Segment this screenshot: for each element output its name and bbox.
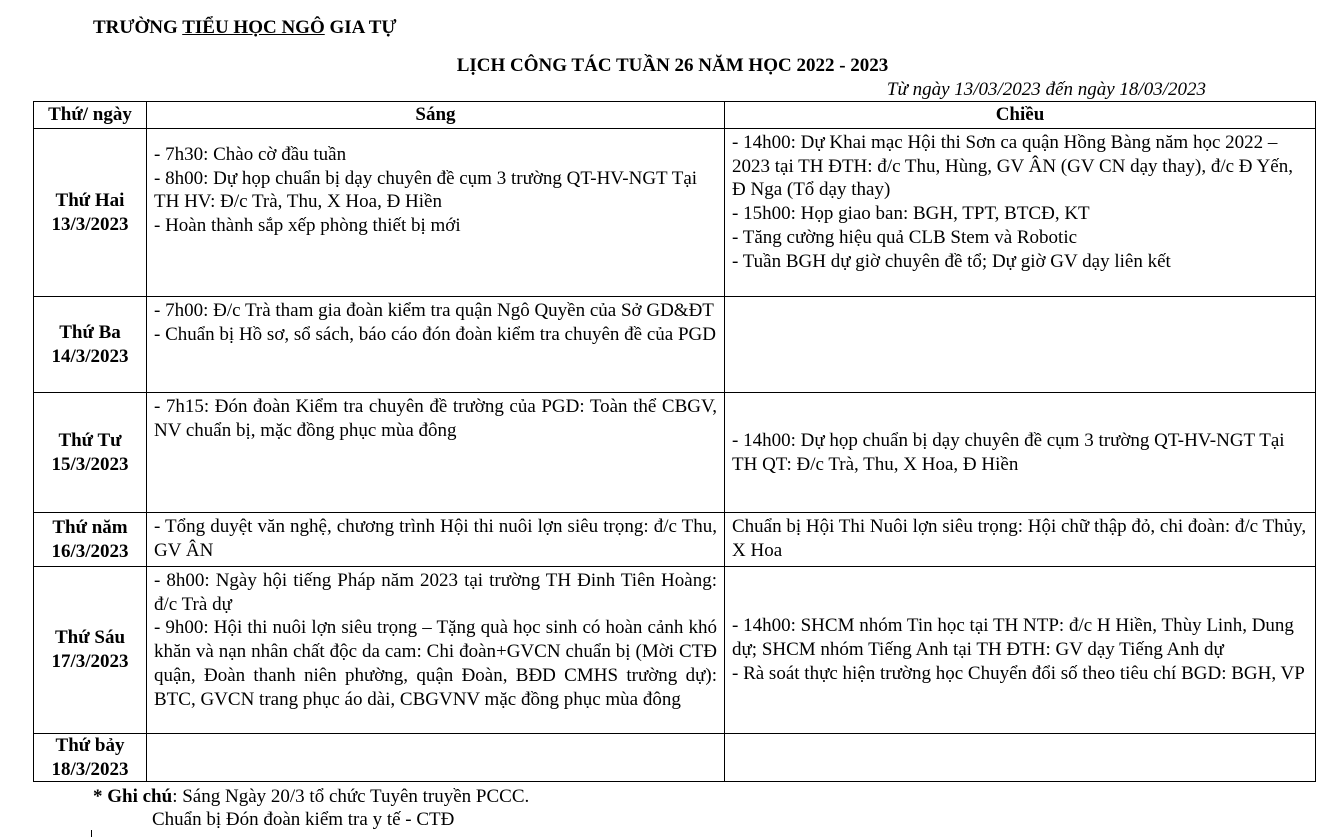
morning-item: - 9h00: Hội thi nuôi lợn siêu trọng – Tặng quà học sinh có hoàn cảnh khó khăn và nạn nhân chất độc da cam: Chi đoàn+GVCN chuẩn bị (Mời CTĐ quận, Đoàn thanh niên phường, quận Đoàn, BĐD CMHS trường dự): BTC, GVCN trang phục áo dài, CBGVNV mặc đồng phục mùa đông xyxy=(154,617,717,710)
day-date: 15/3/2023 xyxy=(51,453,129,475)
afternoon-cell xyxy=(725,734,1316,782)
morning-item: - 7h15: Đón đoàn Kiểm tra chuyên đề trường của PGD: Toàn thể CBGV, NV chuẩn bị, mặc đồng phục mùa đông xyxy=(154,396,717,441)
afternoon-item: - 14h00: Dự Khai mạc Hội thi Sơn ca quận Hồng Bàng năm học 2022 – 2023 tại TH ĐTH: đ/c Thu, Hùng, GV ÂN (GV CN dạy thay), đ/c Đ Yến, Đ Nga (Tổ dạy thay) xyxy=(732,132,1293,201)
day-date: 13/3/2023 xyxy=(51,213,129,235)
afternoon-cell xyxy=(725,129,1316,297)
schedule-table xyxy=(33,101,1316,782)
afternoon-item: - Tuần BGH dự giờ chuyên đề tổ; Dự giờ GV dạy liên kết xyxy=(732,250,1171,272)
day-name: Thứ bảy xyxy=(55,735,125,756)
school-name-underlined: TIỂU HỌC NGÔ xyxy=(182,17,325,38)
morning-item: - 7h30: Chào cờ đầu tuần xyxy=(154,144,347,165)
afternoon-cell xyxy=(725,297,1316,393)
note xyxy=(93,785,529,809)
morning-cell xyxy=(147,297,725,393)
day-cell xyxy=(34,734,147,782)
day-name: Thứ Ba xyxy=(59,321,121,343)
morning-item: - 7h00: Đ/c Trà tham gia đoàn kiểm tra quận Ngô Quyền của Sở GD&ĐT xyxy=(154,300,714,321)
day-name: Thứ năm xyxy=(52,516,128,538)
day-date: 16/3/2023 xyxy=(51,540,129,562)
afternoon-item: - Tăng cường hiệu quả CLB Stem và Robotic xyxy=(732,226,1078,248)
afternoon-item: - 14h00: Dự họp chuẩn bị dạy chuyên đề cụm 3 trường QT-HV-NGT Tại TH QT: Đ/c Trà, Thu, X Hoa, Đ Hiền xyxy=(732,429,1285,475)
table-row xyxy=(34,129,1316,297)
note-line-2: Chuẩn bị Đón đoàn kiểm tra y tế - CTĐ xyxy=(152,809,455,830)
day-cell xyxy=(34,567,147,734)
note-label: * Ghi chú xyxy=(93,786,173,807)
afternoon-item: - Rà soát thực hiện trường học Chuyển đổi số theo tiêu chí BGD: BGH, VP xyxy=(732,662,1305,684)
school-name-prefix: TRƯỜNG xyxy=(93,17,183,38)
day-name: Thứ Hai xyxy=(55,189,125,211)
afternoon-item: Chuẩn bị Hội Thi Nuôi lợn siêu trọng: Hội chữ thập đỏ, chi đoàn: đ/c Thủy, X Hoa xyxy=(732,516,1307,561)
table-header-row xyxy=(34,102,1316,129)
day-name: Thứ Sáu xyxy=(54,627,126,649)
day-cell xyxy=(34,513,147,567)
school-name-suffix: GIA TỰ xyxy=(324,17,397,38)
afternoon-item: - 15h00: Họp giao ban: BGH, TPT, BTCĐ, KT xyxy=(732,203,1090,225)
table-row xyxy=(34,297,1316,393)
morning-item: - Chuẩn bị Hồ sơ, sổ sách, báo cáo đón đoàn kiểm tra chuyên đề của PGD xyxy=(154,323,716,345)
afternoon-item: - 14h00: SHCM nhóm Tin học tại TH NTP: đ/c H Hiền, Thùy Linh, Dung dự; SHCM nhóm Tiếng Anh tại TH ĐTH: GV dạy Tiếng Anh dự xyxy=(732,615,1294,661)
day-date: 14/3/2023 xyxy=(51,345,129,367)
header-day: Thứ/ ngày xyxy=(34,102,147,129)
date-range: Từ ngày 13/03/2023 đến ngày 18/03/2023 xyxy=(886,79,1206,100)
morning-item: - Hoàn thành sắp xếp phòng thiết bị mới xyxy=(154,215,461,237)
day-date: 18/3/2023 xyxy=(51,758,129,780)
day-cell xyxy=(34,129,147,297)
morning-item: - Tổng duyệt văn nghệ, chương trình Hội thi nuôi lợn siêu trọng: đ/c Thu, GV ÂN xyxy=(154,516,717,561)
school-name xyxy=(93,17,397,39)
page-title: LỊCH CÔNG TÁC TUẦN 26 NĂM HỌC 2022 - 2023 xyxy=(456,55,889,76)
morning-item: - 8h00: Dự họp chuẩn bị dạy chuyên đề cụm 3 trường QT-HV-NGT Tại TH HV: Đ/c Trà, Thu, X Hoa, Đ Hiền xyxy=(154,167,698,213)
table-row xyxy=(34,393,1316,513)
text-cursor xyxy=(91,830,92,837)
day-name: Thứ Tư xyxy=(58,429,122,451)
table-row xyxy=(34,734,1316,782)
day-cell xyxy=(34,393,147,513)
morning-cell xyxy=(147,129,725,297)
note-line-1: : Sáng Ngày 20/3 tổ chức Tuyên truyền PCCC. xyxy=(172,786,530,807)
afternoon-cell xyxy=(725,393,1316,513)
morning-cell xyxy=(147,393,725,513)
table-row xyxy=(34,567,1316,734)
day-cell xyxy=(34,297,147,393)
morning-cell xyxy=(147,513,725,567)
morning-item: - 8h00: Ngày hội tiếng Pháp năm 2023 tại trường TH Đinh Tiên Hoàng: đ/c Trà dự xyxy=(154,570,717,615)
day-date: 17/3/2023 xyxy=(51,651,129,672)
table-row xyxy=(34,513,1316,567)
morning-cell xyxy=(147,567,725,734)
afternoon-cell xyxy=(725,567,1316,734)
header-morning: Sáng xyxy=(147,102,725,129)
afternoon-cell xyxy=(725,513,1316,567)
header-afternoon: Chiều xyxy=(725,102,1316,129)
morning-cell xyxy=(147,734,725,782)
